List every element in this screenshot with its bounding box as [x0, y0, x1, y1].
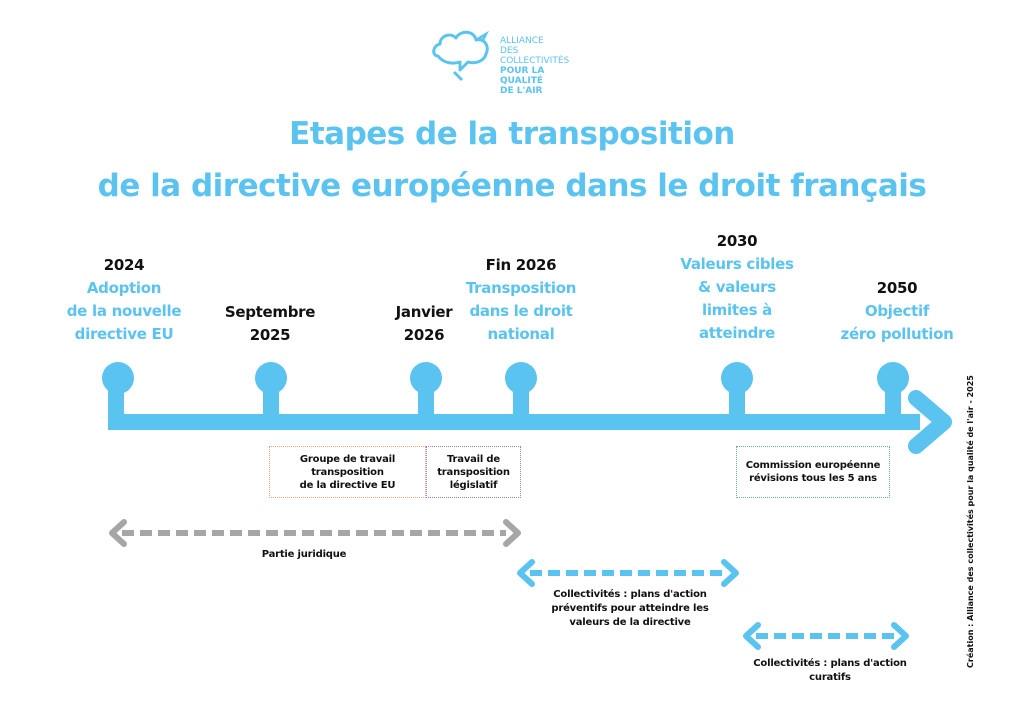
curative-range-label [740, 657, 920, 685]
milestone-year: 2026 [403, 326, 445, 344]
box-line: transposition [437, 466, 510, 478]
milestone-desc: dans le droit [469, 302, 573, 320]
milestone-year: 2025 [249, 326, 291, 344]
milestone-year: Fin 2026 [485, 256, 557, 274]
milestone-desc: national [487, 325, 555, 343]
milestone-year: Septembre [224, 303, 316, 321]
logo-line-2: DES COLLECTIVITÉS [500, 46, 570, 66]
legal-range-label: Partie juridique [261, 549, 347, 560]
commission-box [736, 446, 890, 498]
milestone-desc: limites à [702, 301, 772, 319]
legislative-work-box [426, 446, 521, 498]
milestone-year: 2050 [876, 279, 918, 297]
timeline-arrowhead [916, 398, 944, 446]
milestone-desc: directive EU [74, 325, 174, 343]
logo-line-1: ALLIANCE [500, 36, 544, 46]
milestone-pin-2050 [877, 362, 909, 420]
milestone-desc: & valeurs [698, 278, 776, 296]
legal-range-arrow [112, 522, 518, 544]
box-line: Groupe de travail transposition [299, 453, 396, 478]
milestone-year: 2030 [716, 232, 758, 250]
preventive-range-label [540, 588, 720, 630]
milestone-2030 [672, 230, 802, 345]
box-line: législatif [449, 479, 498, 491]
milestone-desc: Valeurs cibles [680, 255, 794, 273]
milestone-desc: de la nouvelle [66, 302, 182, 320]
milestone-2050 [833, 277, 961, 346]
milestone-year: 2024 [103, 256, 145, 274]
milestone-pin-2024 [102, 362, 134, 394]
logo-line-3: POUR LA QUALITÉ [500, 66, 545, 86]
milestone-desc: Objectif [864, 302, 930, 320]
milestone-desc: zéro pollution [840, 325, 954, 343]
box-line: Commission européenne [745, 460, 881, 471]
note-line: Collectivités : plans d'action [753, 658, 907, 669]
note-line: curatifs [809, 672, 851, 683]
milestone-desc: Transposition [465, 279, 577, 297]
milestone-2024 [58, 254, 190, 346]
credit-text: Création : Alliance des collectivités pour la qualité de l'air - 2025 [966, 375, 975, 668]
preventive-range-arrow [520, 562, 736, 584]
milestone-pin-sept-2025 [255, 362, 287, 420]
milestone-sept-2025 [210, 301, 330, 347]
milestone-desc: atteindre [698, 324, 776, 342]
milestone-year: Janvier [395, 303, 453, 321]
box-line: révisions tous les 5 ans [749, 473, 877, 484]
curative-range-arrow [746, 625, 906, 647]
working-group-box [269, 446, 426, 498]
milestone-pin-fin-2026 [505, 362, 537, 420]
page-title-line-2: de la directive européenne dans le droit français [97, 168, 927, 204]
milestone-pin-2030 [721, 362, 753, 420]
box-line: de la directive EU [299, 479, 396, 491]
milestone-desc: Adoption [86, 279, 162, 297]
box-line: Travail de [447, 453, 500, 465]
milestone-fin-2026 [456, 254, 586, 346]
page-title-line-1: Etapes de la transposition [289, 116, 735, 152]
logo-line-4: DE L'AIR [500, 86, 543, 96]
note-line: Collectivités : plans d'action [553, 589, 707, 600]
milestone-pin-jan-2026 [410, 362, 442, 420]
note-line: préventifs pour atteindre les [551, 603, 709, 614]
note-line: valeurs de la directive [569, 617, 691, 628]
